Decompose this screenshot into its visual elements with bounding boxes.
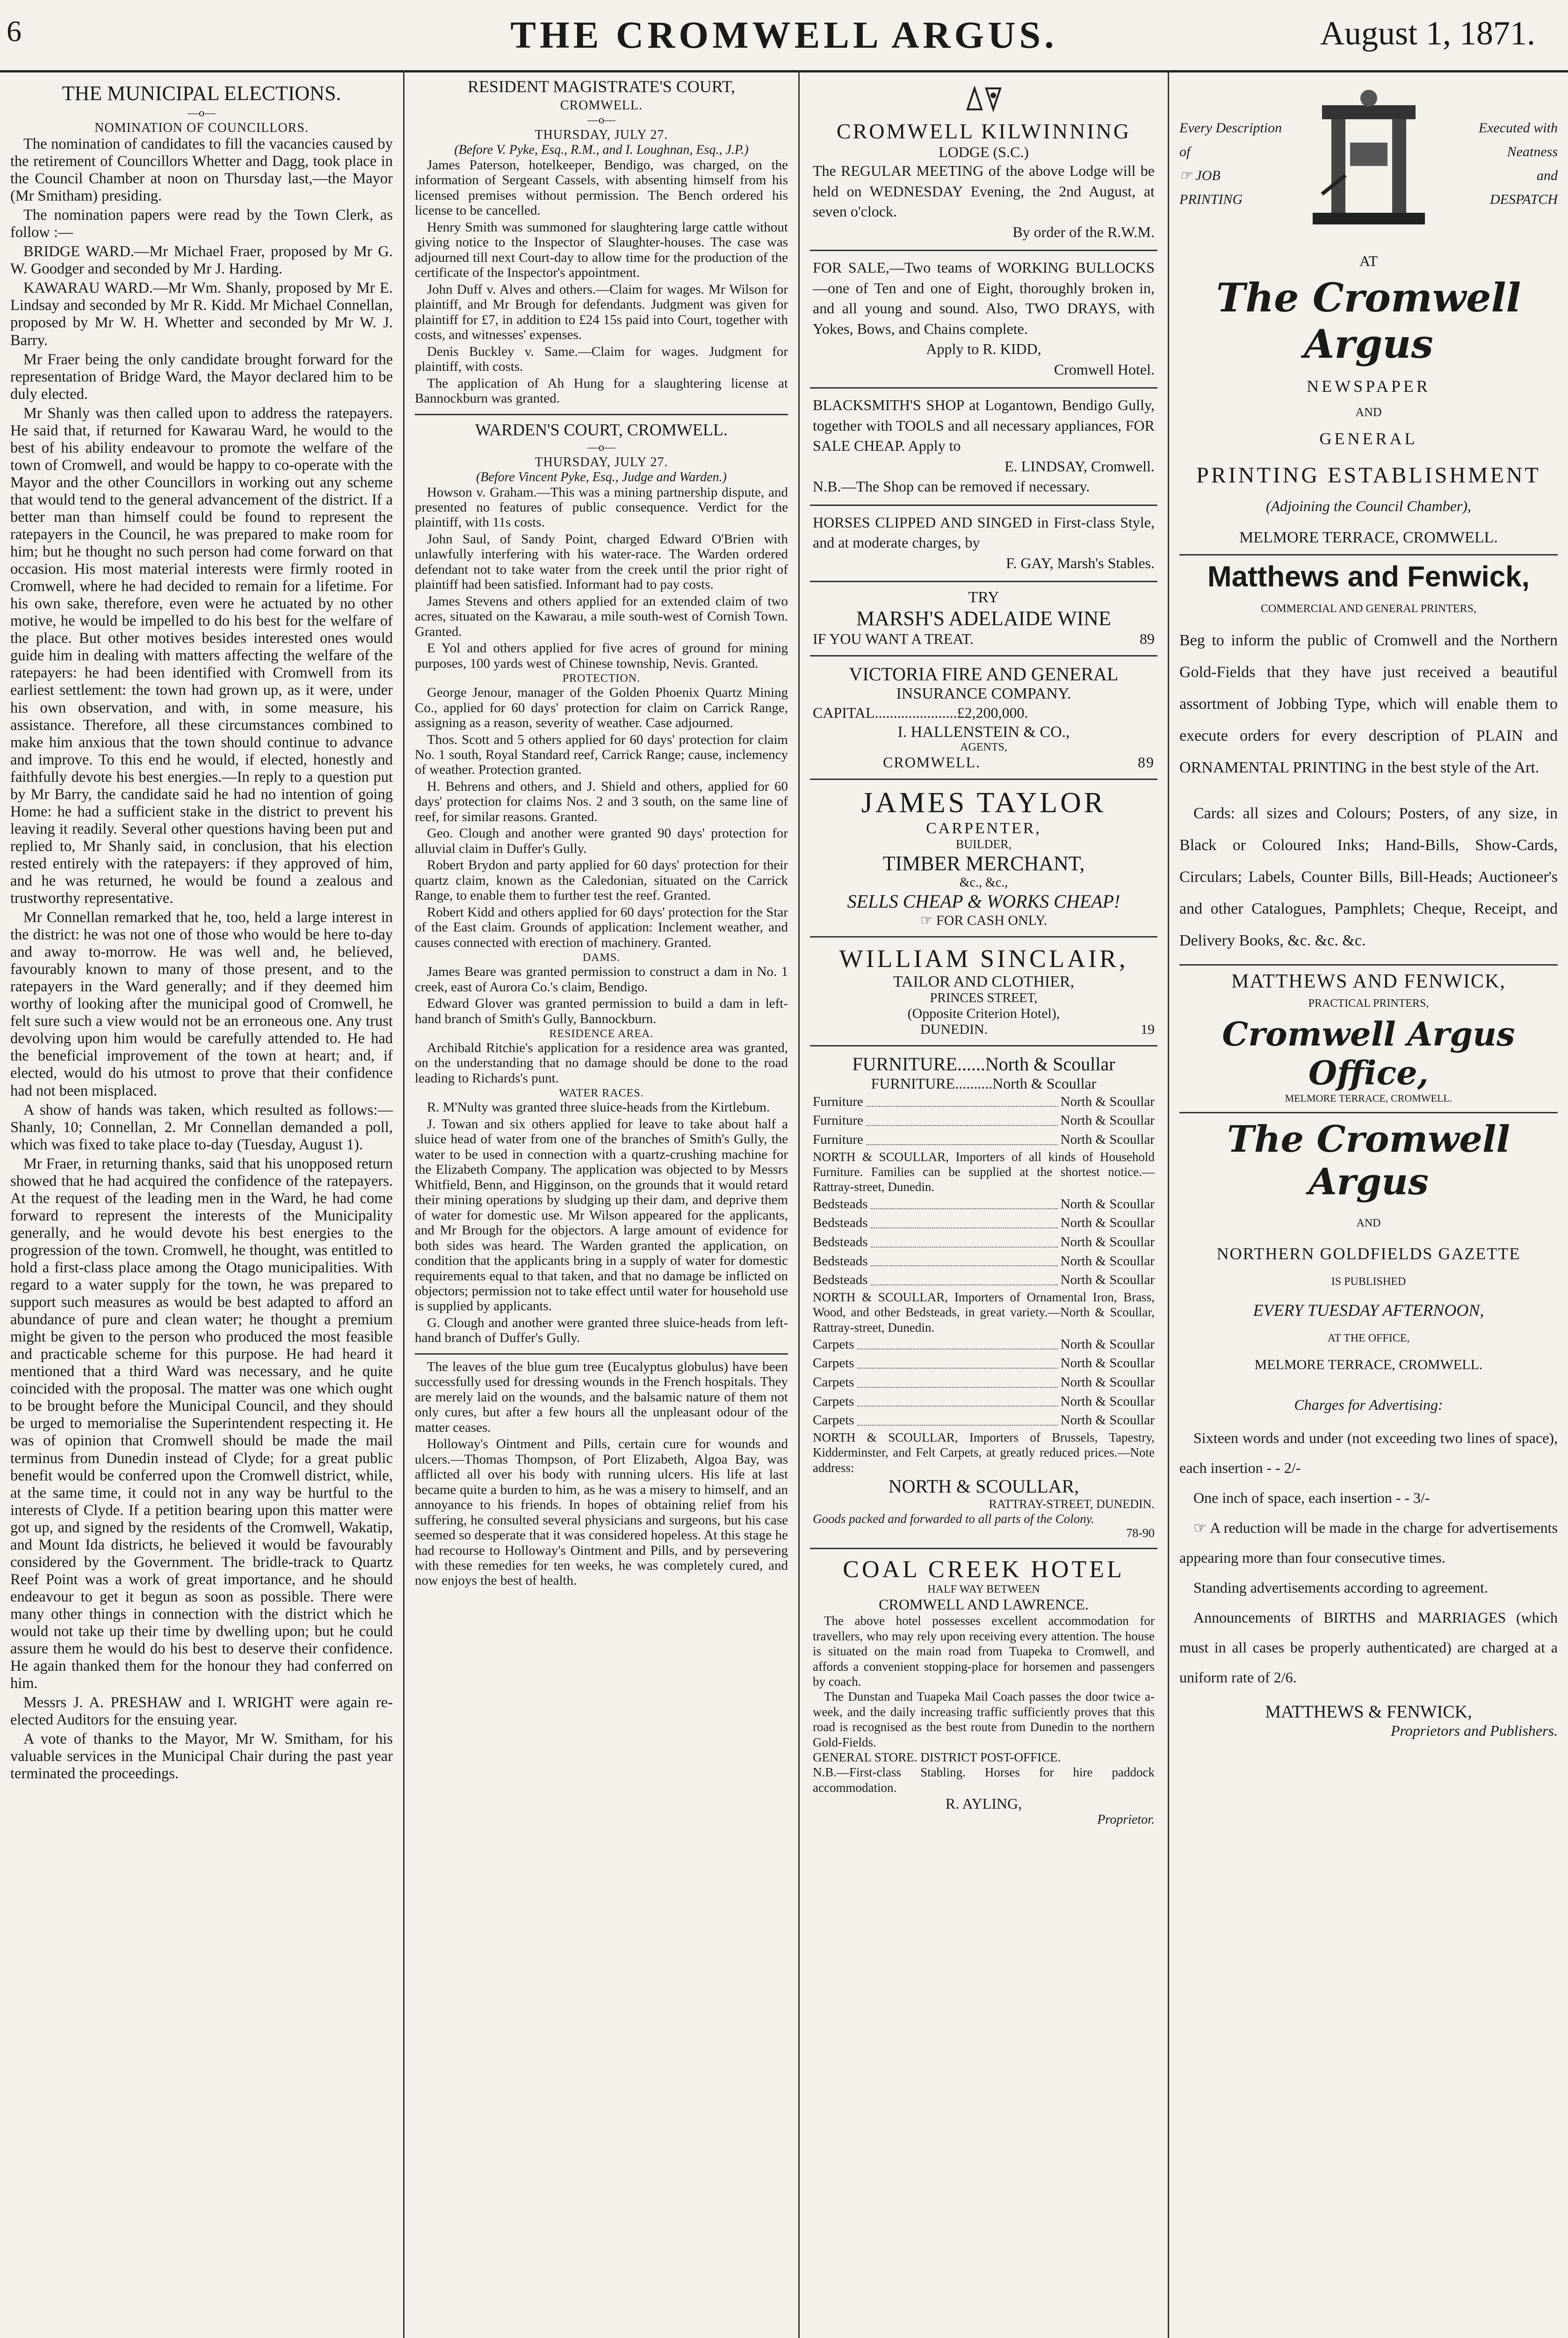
column-municipal-elections <box>0 70 405 2338</box>
mf-p1: Beg to inform the public of Cromwell and the Northern Gold-Fields that they have just received a beautiful assortment of Jobbing Type, which will enable them to execute orders for every description of PLAIN and ORNAMENTAL PRINTING in the best style of the Art. <box>1179 632 1558 776</box>
row-item: Furniture <box>813 1094 863 1109</box>
mf-p2: Cards: all sizes and Colours; Posters, of any size, in Black or Coloured Inks; Hand-Bills, Show-Cards, Circulars; Labels, Counter Bills, Bill-Heads; Auctioneer's and other Catalogues, Pamphlets; Cheque, Receipt, and Delivery Books, &c. &c. &c. <box>1179 805 1558 949</box>
practical-label: PRACTICAL PRINTERS, <box>1308 997 1429 1010</box>
furn-note-3: NORTH & SCOULLAR, Importers of Brussels, Tapestry, Kidderminster, and Felt Carpets, at greatly reduced prices.—Note address: <box>813 1430 1155 1475</box>
paragraph: A vote of thanks to the Mayor, Mr W. Smitham, for his valuable services in the Municipal Chair during the past year terminated the proceedings. <box>10 1731 393 1782</box>
price-list-row <box>813 1392 1155 1411</box>
furn-name: NORTH & SCOULLAR, <box>888 1476 1079 1497</box>
smith-nb: N.B.—The Shop can be removed if necessary. <box>813 478 1090 495</box>
paragraph: The leaves of the blue gum tree (Eucalyptus globulus) have been successfully used for dressing wounds in the French hospitals. They are merely laid on the wounds, and the balsamic nature of them not only cures, but after a few hours all the unpleasant odour of the matter ceases. <box>415 1359 788 1435</box>
ad-james-taylor <box>810 780 1157 938</box>
press-right-3: and <box>1537 168 1558 183</box>
ad-north-scoullar <box>810 1046 1157 1550</box>
wc-court-date: THURSDAY, JULY 27. <box>535 455 668 469</box>
row-item: Furniture <box>813 1113 863 1128</box>
newspaper-title: THE CROMWELL ARGUS. <box>510 14 1058 56</box>
forsale-body: FOR SALE,—Two teams of WORKING BULLOCKS—one of Ten and one of Eight, thoroughly broken in, and all young and sound. Also, TWO DRAYS, with Yokes, Bows, and Chains complete. <box>813 259 1155 337</box>
paragraph: E Yol and others applied for five acres of ground for mining purposes, 100 yards west of Chinese township, Nevis. Granted. <box>415 641 788 671</box>
row-item: Bedsteads <box>813 1253 868 1269</box>
argus-title-2: The Cromwell Argus <box>1227 1118 1510 1203</box>
paragraph: Messrs J. A. PRESHAW and I. WRIGHT were again re-elected Auditors for the ensuing year. <box>10 1694 393 1729</box>
press-left-1: Every Description of <box>1179 120 1282 159</box>
lodge-body: The REGULAR MEETING of the above Lodge will be held on WEDNESDAY Evening, the 2nd August, at seven o'clock. <box>813 162 1155 220</box>
victoria-line <box>813 754 1155 771</box>
carpet-rows <box>813 1335 1155 1430</box>
paragraph: Mr Shanly was then called upon to address the ratepayers. He said that, if returned for Kawarau Ward, he would to the best of his ability endeavour to promote the welfare of the town of Cromwell, and would be happy to co-operate with the Mayor and the other Councillors in working out any scheme that would tend to the general advancement of the district. If a better man than himself could be found to represent the ratepayers in the Council, he was prepared to make room for him; but he thought no such person had come forward on that occasion. His most material interests were firmly rooted in Cromwell, where he had decided to remain for a lifetime. For his own sake, therefore, even were he actuated by no other motive, he would be impelled to do his best for the welfare of the place. But other motives besides interested ones would guide him in dealing with matters affecting the welfare of the ratepayers: he had been identified with Cromwell from its earliest settlement: the town had grown up, as it were, under his own observation, and with, in some measure, his assistance. Therefore, all these circumstances combined to make him anxious that the town should continue to advance and improve. To this end he would, if elected, honestly and faithfully devote his best energies.—In reply to a question put by Mr Barry, the candidate said he had no intention of going Home: he had a sufficient stake in the district to prevent his leaving it readily. Several other questions having been put and replied to, Mr Shanly said, in conclusion, that his election rested entirely with the ratepayers: if they approved of him, and he was returned, he would be found a zealous and trustworthy representative. <box>10 404 393 907</box>
charges-title: Charges for Advertising: <box>1294 1396 1443 1413</box>
dot-leader <box>866 1130 1058 1145</box>
paragraph: G. Clough and another were granted three sluice-heads from left-hand branch of Duffer's Gully. <box>415 1315 788 1346</box>
press-left-2: ☞ JOB <box>1179 168 1221 183</box>
horses-body: HORSES CLIPPED AND SINGED in First-class Style, and at moderate charges, by <box>813 513 1155 551</box>
section-heading: DAMS. <box>582 952 621 964</box>
masthead <box>0 0 1568 72</box>
ad-number: 78-90 <box>1126 1526 1155 1540</box>
press-right-4: DESPATCH <box>1489 192 1558 207</box>
bedstead-rows <box>813 1195 1155 1290</box>
coal-proprietor: Proprietor. <box>1097 1812 1155 1827</box>
paragraph: Geo. Clough and another were granted 90 days' protection for alluvial claim in Duffer's Gully. <box>415 826 788 856</box>
press-right <box>1445 116 1558 211</box>
adjoin-label: (Adjoining the Council Chamber), <box>1265 498 1472 514</box>
end-title: Proprietors and Publishers. <box>1390 1722 1558 1739</box>
price-list-row <box>813 1233 1155 1252</box>
row-vendor: North & Scoullar <box>1060 1336 1155 1352</box>
row-vendor: North & Scoullar <box>1060 1253 1155 1269</box>
press-left-3: PRINTING <box>1179 192 1243 207</box>
furn-note-2: NORTH & SCOULLAR, Importers of Ornamental Iron, Brass, Wood, and other Bedsteads, in great variety.—North & Scoullar, Rattray-street, Dunedin. <box>813 1290 1155 1335</box>
column-court-reports <box>405 70 800 2338</box>
sinclair-l2: PRINCES STREET, <box>930 990 1038 1005</box>
price-list-row <box>813 1252 1155 1271</box>
dot-leader <box>857 1354 1058 1369</box>
taylor-l3: TIMBER MERCHANT, <box>882 851 1085 875</box>
ad-kilwinning-lodge <box>810 75 1157 251</box>
paragraph: James Paterson, hotelkeeper, Bendigo, was charged, on the information of Sergeant Cassels, with absenting himself from his licensed premises without permission. The Bench ordered his license to be cancelled. <box>415 158 788 218</box>
row-item: Bedsteads <box>813 1234 868 1249</box>
row-vendor: North & Scoullar <box>1060 1132 1155 1147</box>
paragraph: Holloway's Ointment and Pills, certain cure for wounds and ulcers.—Thomas Thompson, of Port Elizabeth, Algoa Bay, was afflicted all over his body with running ulcers. His life at last became quite a burden to him, as he was a misery to himself, and an annoyance to his friends. In hopes of obtaining relief from his suffering, he consulted several physicians and surgeons, but his case seemed so desperate that it was considered hopeless. At this stage he had recourse to Holloway's Ointment and Pills, and by persevering with these remedies for ten weeks, he was completely cured, and now enjoys the best of health. <box>415 1436 788 1588</box>
divider <box>415 1353 788 1355</box>
section-heading: RESIDENCE AREA. <box>549 1027 654 1040</box>
every-label: EVERY TUESDAY AFTERNOON, <box>1253 1301 1484 1320</box>
victoria-agents: AGENTS, <box>960 741 1007 753</box>
sinclair-l4: DUNEDIN. <box>920 1021 988 1037</box>
ad-coal-creek-hotel <box>810 1549 1157 1834</box>
paragraph: J. Towan and six others applied for leave to take about half a sluice head of water from one of the branches of Smith's Gully, the water to be used in connection with a quartz-crushing machine for the Elizabeth Company. The application was objected to by Messrs Whitfield, Benn, and Higginson, on the grounds that it would retard their mining operations by sludging up their dam, and deprive them of water for domestic use. Mr Wilson appeared for the applicants, and Mr Brough for the objectors. A large amount of evidence for both sides was heard. The Warden granted the application, on condition that the applicants bring in a supply of water for domestic requirements equal to that taken, and that no damage be inflicted on objectors; permission not to take effect until water for household use is supplied by applicants. <box>415 1116 788 1314</box>
dot-leader <box>866 1111 1058 1126</box>
column-advertisements <box>800 70 1169 2338</box>
coal-sub2: CROMWELL AND LAWRENCE. <box>879 1596 1089 1613</box>
victoria-town: CROMWELL. <box>883 753 981 771</box>
row-vendor: North & Scoullar <box>1060 1413 1155 1428</box>
end-name: MATTHEWS & FENWICK, <box>1265 1702 1472 1722</box>
paragraph: James Stevens and others applied for an extended claim of two acres, situated on the Kawarau, a mile south-west of Cornish Town. Granted. <box>415 593 788 639</box>
row-vendor: North & Scoullar <box>1060 1113 1155 1128</box>
price-list-row <box>813 1411 1155 1430</box>
victoria-sub: INSURANCE COMPANY. <box>896 685 1071 703</box>
dot-leader <box>871 1270 1058 1285</box>
article-subtitle: NOMINATION OF COUNCILLORS. <box>94 121 309 135</box>
rm-court-date: THURSDAY, JULY 27. <box>535 128 668 142</box>
row-vendor: North & Scoullar <box>1060 1375 1155 1390</box>
section-heading: PROTECTION. <box>562 672 641 685</box>
paragraph: John Duff v. Alves and others.—Claim for wages. Mr Wilson for plaintiff, and Mr Brough for defendants. Judgment was given for plaintiff for £7, in addition to £24 15s paid into Court, together with costs, and witnesses' expenses. <box>415 281 788 343</box>
paragraph: BRIDGE WARD.—Mr Michael Fraer, proposed by Mr G. W. Goodger and seconded by Mr J. Harding. <box>10 243 393 278</box>
paragraph: John Saul, of Sandy Point, charged Edward O'Brien with unlawfully interfering with his water-race. The Warden ordered defendant not to take water from the creek until the prior right of plaintiff had been satisfied. Informant had to pay costs. <box>415 531 788 592</box>
taylor-l4: &c., &c., <box>959 875 1008 890</box>
coal-p1: The above hotel possesses excellent accommodation for travellers, who may rely upon receiving every attention. The house is situated on the main road from Tuapeka to Cromwell, and affords a convenient stopping-place for horsemen and passengers by coach. <box>813 1614 1155 1689</box>
paragraph: Thos. Scott and 5 others applied for 60 days' protection for claim No. 1 south, Royal Standard reef, Carrick Range; cause, inclemency of weather. Protection granted. <box>415 732 788 778</box>
paragraph: The nomination of candidates to fill the vacancies caused by the retirement of Councillors Whetter and Dagg, took place in the Council Chamber at noon on Thursday last,—the Mayor (Mr Smitham) presiding. <box>10 136 393 205</box>
masonic-emblem-icon <box>958 81 1010 119</box>
row-vendor: North & Scoullar <box>1060 1094 1155 1109</box>
price-list-row <box>813 1195 1155 1214</box>
row-item: Furniture <box>813 1132 863 1147</box>
rm-court-title: RESIDENT MAGISTRATE'S COURT, <box>467 77 736 96</box>
taylor-name: JAMES TAYLOR <box>861 787 1106 819</box>
article-title: THE MUNICIPAL ELECTIONS. <box>62 82 341 105</box>
lodge-sign: By order of the R.W.M. <box>1012 223 1155 240</box>
victoria-capital: CAPITAL......................£2,200,000. <box>813 704 1028 722</box>
office-title: Cromwell Argus Office, <box>1222 1015 1515 1092</box>
paragraph: Mr Fraer being the only candidate brought forward for the representation of Bridge Ward, the Mayor declared him to be duly elected. <box>10 351 393 403</box>
dot-leader <box>871 1213 1058 1228</box>
office-address: MELMORE TERRACE, CROMWELL. <box>1285 1092 1452 1104</box>
sinclair-l1: TAILOR AND CLOTHIER, <box>893 973 1075 990</box>
ad-for-sale <box>810 251 1157 389</box>
forsale-address: Cromwell Hotel. <box>1054 361 1155 378</box>
argus-title: The Cromwell Argus <box>1216 274 1521 367</box>
furn-heading-1: FURNITURE......North & Scoullar <box>852 1053 1115 1075</box>
rm-court-location: CROMWELL. <box>560 98 643 113</box>
lodge-sub: LODGE (S.C.) <box>939 144 1029 160</box>
price-list-row <box>813 1213 1155 1233</box>
row-vendor: North & Scoullar <box>1060 1234 1155 1249</box>
printing-label: PRINTING ESTABLISHMENT <box>1196 463 1541 488</box>
price-list-row <box>813 1373 1155 1392</box>
ad-horses <box>810 506 1157 583</box>
paragraph: Robert Brydon and party applied for 60 days' protection for their quartz claim, known as the Caledonian, situated on the Carrick Range, to enable them to further test the reef. Granted. <box>415 858 788 903</box>
sinclair-name: WILLIAM SINCLAIR, <box>839 944 1128 973</box>
wc-court-bench: (Before Vincent Pyke, Esq., Judge and Warden.) <box>476 469 727 484</box>
wc-court-title: WARDEN'S COURT, CROMWELL. <box>475 420 728 439</box>
dot-leader <box>857 1411 1058 1426</box>
coal-nb: N.B.—First-class Stabling. Horses for hire paddock accommodation. <box>813 1765 1155 1795</box>
coal-title: COAL CREEK HOTEL <box>843 1556 1125 1583</box>
coal-name: R. AYLING, <box>945 1795 1022 1812</box>
furn-goods: Goods packed and forwarded to all parts of the Colony. <box>813 1512 1094 1526</box>
price-list-row <box>813 1092 1155 1111</box>
dot-leader <box>871 1252 1058 1267</box>
melmore-label-2: MELMORE TERRACE, CROMWELL. <box>1254 1357 1483 1372</box>
victoria-agent: I. HALLENSTEIN & CO., <box>897 723 1070 741</box>
charge-2: One inch of space, each insertion - - 3/- <box>1193 1489 1430 1506</box>
taylor-l5: SELLS CHEAP & WORKS CHEAP! <box>847 890 1120 912</box>
dot-leader <box>857 1335 1058 1350</box>
furn-street: RATTRAY-STREET, DUNEDIN. <box>989 1497 1155 1511</box>
forsale-apply: Apply to R. KIDD, <box>926 340 1041 358</box>
row-item: Carpets <box>813 1413 854 1428</box>
lodge-title: CROMWELL KILWINNING <box>836 119 1131 143</box>
divider <box>415 414 788 415</box>
section-heading: WATER RACES. <box>559 1087 644 1100</box>
page-number: 6 <box>7 14 22 48</box>
press-right-1: Executed with <box>1478 120 1558 136</box>
row-item: Carpets <box>813 1356 854 1371</box>
furn-heading-2: FURNITURE..........North & Scoullar <box>871 1075 1097 1092</box>
charge-3: ☞ A reduction will be made in the charge for advertisements appearing more than four consecutive times. <box>1179 1519 1558 1566</box>
furniture-rows <box>813 1092 1155 1149</box>
taylor-l6: ☞ FOR CASH ONLY. <box>920 912 1048 928</box>
price-list-row <box>813 1335 1155 1354</box>
newspaper-label: NEWSPAPER <box>1307 377 1431 396</box>
at-label: AT <box>1359 253 1378 269</box>
printing-press-icon <box>1303 87 1434 241</box>
coal-sub: HALF WAY BETWEEN <box>927 1583 1040 1596</box>
marsh-title: MARSH'S ADELAIDE WINE <box>856 607 1111 630</box>
row-item: Carpets <box>813 1375 854 1390</box>
ornament: —o— <box>587 441 615 454</box>
paragraph: Denis Buckley v. Same.—Claim for wages. Judgment for plaintiff, with costs. <box>415 344 788 375</box>
charge-4: Standing advertisements according to agreement. <box>1193 1579 1489 1596</box>
paragraph: Howson v. Graham.—This was a mining partnership dispute, and presented no features of public consequence. Verdict for the plaintiff, with 11s costs. <box>415 484 788 530</box>
paragraph: H. Behrens and others, and J. Shield and others, applied for 60 days' protection for claims Nos. 2 and 3 south, on the same line of reef, for similar reasons. Granted. <box>415 779 788 824</box>
paragraph: James Beare was granted permission to construct a dam in No. 1 creek, east of Aurora Co.'s claim, Bendigo. <box>415 964 788 995</box>
marsh-tagline: IF YOU WANT A TREAT. <box>813 630 974 648</box>
smith-name: E. LINDSAY, Cromwell. <box>1004 457 1155 475</box>
ad-number: 89 <box>1140 630 1155 648</box>
sinclair-l3: (Opposite Criterion Hotel), <box>907 1005 1060 1021</box>
row-item: Bedsteads <box>813 1196 868 1212</box>
row-item: Carpets <box>813 1393 854 1409</box>
row-item: Bedsteads <box>813 1215 868 1231</box>
press-banner <box>1179 75 1558 253</box>
published-label: IS PUBLISHED <box>1331 1276 1406 1288</box>
and-label: AND <box>1355 405 1382 419</box>
horses-name: F. GAY, Marsh's Stables. <box>1006 554 1155 571</box>
paragraph: Mr Connellan remarked that he, too, held a large interest in the district: he was not one of those who would be here to-day and away to-morrow. He was well and, he believed, favourably known to many of those present, and to the ratepayers in the Ward generally; and if they deemed him worthy of looking after the municipal good of Cromwell, he felt sure such a view would not be an erroneous one. Any trust devolving upon him would be carefully attended to. He had the beneficial improvement of the town at heart; and, if elected, would do his utmost to prove that their confidence had not been misplaced. <box>10 909 393 1099</box>
row-vendor: North & Scoullar <box>1060 1393 1155 1409</box>
row-vendor: North & Scoullar <box>1060 1215 1155 1231</box>
row-item: Carpets <box>813 1336 854 1352</box>
ornament: —o— <box>188 107 216 119</box>
ad-number: 19 <box>1141 1021 1155 1037</box>
general-label: GENERAL <box>1319 429 1418 448</box>
price-list-row <box>813 1354 1155 1373</box>
paragraph: The nomination papers were read by the Town Clerk, as follow :— <box>10 207 393 241</box>
row-vendor: North & Scoullar <box>1060 1196 1155 1212</box>
sinclair-line <box>813 1022 1155 1038</box>
coal-store: GENERAL STORE. DISTRICT POST-OFFICE. <box>813 1750 1061 1764</box>
price-list-row <box>813 1270 1155 1290</box>
press-right-2: Neatness <box>1507 144 1558 159</box>
victoria-title: VICTORIA FIRE AND GENERAL <box>849 664 1119 685</box>
column-argus-printing <box>1169 70 1568 2338</box>
paragraph: Edward Glover was granted permission to build a dam in left-hand branch of Smith's Gully, Bannockburn. <box>415 996 788 1026</box>
marsh-line <box>813 630 1155 648</box>
taylor-l2: BUILDER, <box>955 837 1012 851</box>
row-vendor: North & Scoullar <box>1060 1356 1155 1371</box>
smith-body: BLACKSMITH'S SHOP at Logantown, Bendigo Gully, together with TOOLS and all necessary appliances, FOR SALE CHEAP. Apply to <box>813 397 1155 455</box>
mf-sub: COMMERCIAL AND GENERAL PRINTERS, <box>1261 603 1476 615</box>
divider <box>1179 964 1558 966</box>
ad-william-sinclair <box>810 938 1157 1046</box>
atoffice-label: AT THE OFFICE, <box>1327 1332 1410 1344</box>
mf-title: Matthews and Fenwick, <box>1207 561 1530 593</box>
ornament: —o— <box>587 114 615 126</box>
paragraph: Henry Smith was summoned for slaughtering large cattle without giving notice to the Inspector of Slaughter-houses. The case was adjourned till next Court-day to allow time for the production of the certificate of the Inspector's appointment. <box>415 219 788 281</box>
price-list-row <box>813 1111 1155 1130</box>
dot-leader <box>857 1392 1058 1407</box>
coal-p2: The Dunstan and Tuapeka Mail Coach passes the door twice a-week, and the daily increasing traffic sufficiently proves that this road is recognised as the best route from Dunedin to the northern Gold-Fields. <box>813 1689 1155 1749</box>
ad-blacksmith <box>810 389 1157 506</box>
paragraph: Mr Fraer, in returning thanks, said that his unopposed return showed that he had acquired the confidence of the ratepayers. At the request of the leading men in the Ward, he had come forward to represent the interests of the Municipality generally, and he would devote his best energies to the progression of the town. Cromwell, he thought, was entitled to hold a first-class place among the Otago municipalities. With regard to a water supply for the town, he was prepared to support such measures as would be best adapted to afford an abundance of pure and clean water; he thought a premium might be given to the person who produced the most feasible and practicable scheme for this purpose. He had heard it mentioned that a third Ward was necessary, and he quite coincided with the proposal. The matter was one which ought to be brought before the Municipal Council, and they should be urged to memorialise the Superintendent respecting it. He was of opinion that Cromwell should be made the mail terminus from Dunedin instead of Clyde; for a great public benefit would be conferred upon the Cromwell district, while, at the same time, it could not in any way be hurtful to the interests of Clyde. If a petition bearing upon this matter were got up, and signed by the residents of the Cromwell, Wakatip, and Mount Ida districts, he believed it would be favourably considered by the Government. The bridle-track to Quartz Reef Point was a work of great importance, and he should endeavour to get it begun as soon as possible. There were many other things in connection with the district which he would not take up their time by dwelling upon; but he could assure them he would do his best to deserve their confidence. He again thanked them for the honour they had conferred on him. <box>10 1155 393 1692</box>
divider <box>1179 1112 1558 1113</box>
divider <box>1179 554 1558 556</box>
taylor-l1: CARPENTER, <box>926 819 1041 837</box>
charge-5: Announcements of BIRTHS and MARRIAGES (which must in all cases be properly authenticated) are charged at a uniform rate of 2/6. <box>1179 1609 1558 1686</box>
and-label-2: AND <box>1356 1217 1381 1229</box>
paragraph: George Jenour, manager of the Golden Phoenix Quartz Mining Co., applied for 60 days' protection for claim on Carrick Range, assigning as a reason, severity of weather. Case adjourned. <box>415 685 788 731</box>
press-left <box>1179 116 1292 211</box>
paragraph: Robert Kidd and others applied for 60 days' protection for the Star of the East claim. Grounds of application: Inclement weather, and causes connected with erection of machinery. Granted. <box>415 904 788 950</box>
melmore-label: MELMORE TERRACE, CROMWELL. <box>1239 529 1498 546</box>
dot-leader <box>871 1233 1058 1248</box>
furn-note-1: NORTH & SCOULLAR, Importers of all kinds of Household Furniture. Families can be supplied at the shortest notice.—Rattray-street, Dunedin. <box>813 1149 1155 1194</box>
charge-1: Sixteen words and under (not exceeding two lines of space), each insertion - - 2/- <box>1179 1429 1558 1476</box>
dot-leader <box>857 1373 1058 1388</box>
paragraph: R. M'Nulty was granted three sluice-heads from the Kirtlebum. <box>427 1100 770 1115</box>
ad-number: 89 <box>1138 753 1155 771</box>
row-vendor: North & Scoullar <box>1060 1272 1155 1288</box>
ad-marsh-wine <box>810 582 1157 657</box>
dot-leader <box>866 1092 1058 1107</box>
paragraph: Archibald Ritchie's application for a residence area was granted, on the understanding that no damage should be done to the road leading to Richards's punt. <box>415 1040 788 1086</box>
ngg-title: NORTHERN GOLDFIELDS GAZETTE <box>1216 1244 1521 1263</box>
mf2-title: MATTHEWS AND FENWICK, <box>1231 971 1506 992</box>
dot-leader <box>871 1195 1058 1210</box>
paragraph: The application of Ah Hung for a slaughtering license at Bannockburn was granted. <box>415 375 788 406</box>
marsh-try: TRY <box>968 589 999 606</box>
paragraph: KAWARAU WARD.—Mr Wm. Shanly, proposed by Mr E. Lindsay and seconded by Mr R. Kidd. Mr Michael Connellan, proposed by Mr W. H. Whetter and seconded by Mr W. J. Barry. <box>10 280 393 349</box>
row-item: Bedsteads <box>813 1272 868 1288</box>
rm-court-bench: (Before V. Pyke, Esq., R.M., and I. Loughnan, Esq., J.P.) <box>454 143 749 157</box>
issue-date: August 1, 1871. <box>1320 14 1535 52</box>
paragraph: A show of hands was taken, which resulted as follows:—Shanly, 10; Connellan, 2. Mr Connellan demanded a poll, which was fixed to take place to-day (Tuesday, August 1). <box>10 1101 393 1153</box>
ad-victoria-insurance <box>810 657 1157 780</box>
price-list-row <box>813 1130 1155 1149</box>
